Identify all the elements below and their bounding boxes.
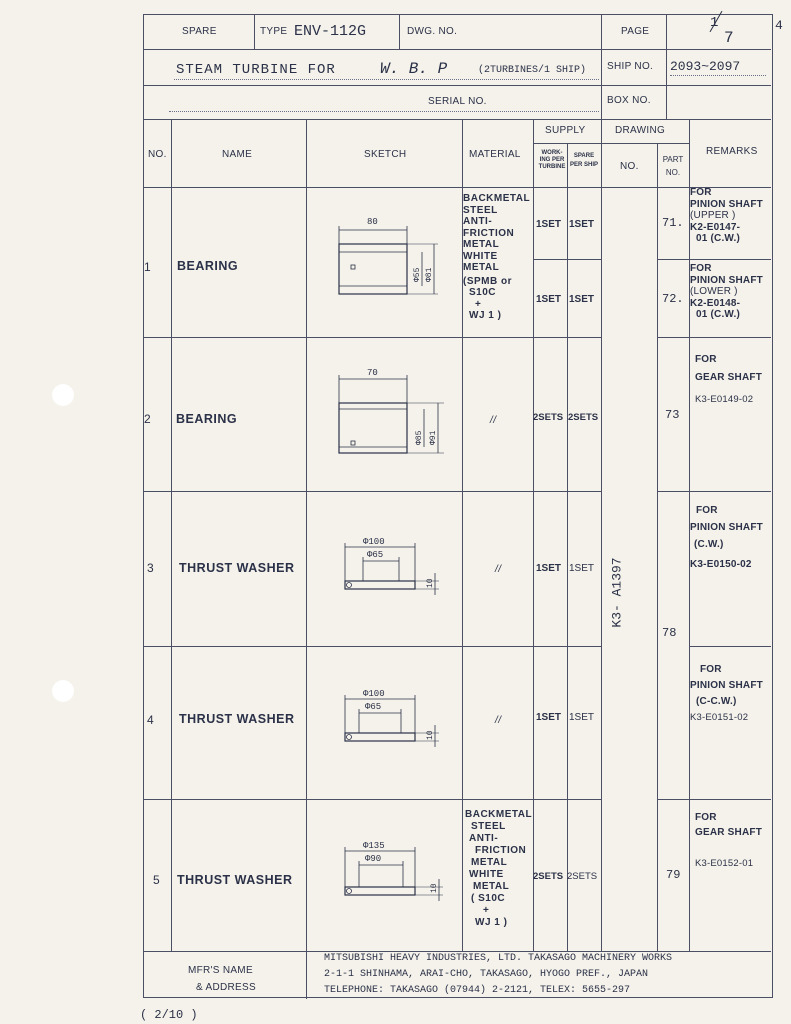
col-working: WORK- ING PER TURBINE bbox=[538, 150, 566, 170]
ship-no-label: SHIP NO. bbox=[607, 61, 654, 72]
row5-inner: Φ90 bbox=[365, 854, 382, 864]
row3-work: 1SET bbox=[536, 563, 562, 574]
col-supply: SUPPLY bbox=[545, 125, 586, 136]
punch-hole-top bbox=[52, 384, 74, 406]
row3-thick: 10 bbox=[426, 578, 435, 588]
col-name: NAME bbox=[222, 149, 253, 160]
title-prefix: STEAM TURBINE FOR bbox=[176, 62, 336, 78]
mfr-label-2: & ADDRESS bbox=[196, 982, 256, 993]
row1a-part: 71. bbox=[662, 216, 684, 230]
col-spare-per-ship: SPARE PER SHIP bbox=[569, 153, 598, 168]
row4-sketch bbox=[339, 685, 459, 750]
row3-no: 3 bbox=[147, 561, 154, 575]
row2-d1: Φ85 bbox=[415, 430, 424, 445]
dwg-no-label: DWG. NO. bbox=[407, 26, 458, 37]
col-drawing-no: NO. bbox=[620, 161, 639, 172]
row4-material: // bbox=[495, 715, 502, 726]
row4-inner: Φ65 bbox=[365, 702, 382, 712]
row5-remarks: FOR GEAR SHAFT K3-E0152-01 bbox=[695, 812, 762, 869]
row3-remarks: FOR PINION SHAFT (C.W.) K3-E0150-02 bbox=[690, 505, 763, 570]
row5-material: BACKMETAL STEEL ANTI- FRICTION METAL WHITE METAL ( S10C + WJ 1 ) bbox=[465, 809, 533, 928]
col-part-no: PART NO. bbox=[662, 155, 684, 177]
type-value: ENV-112G bbox=[294, 23, 367, 40]
row5-spare: 2SETS bbox=[567, 871, 598, 882]
row4-no: 4 bbox=[147, 713, 154, 727]
row4-thick: 10 bbox=[426, 730, 435, 740]
row5-name: THRUST WASHER bbox=[177, 873, 293, 887]
side-page-number: 4 bbox=[775, 18, 783, 33]
row1a-remarks: FOR PINION SHAFT (UPPER ) K2-E0147- 01 (C.W.) bbox=[690, 187, 763, 244]
col-drawing: DRAWING bbox=[615, 125, 666, 136]
row3-name: THRUST WASHER bbox=[179, 561, 295, 575]
ship-no-value: 2093~2097 bbox=[670, 59, 741, 74]
row1b-work: 1SET bbox=[536, 294, 562, 305]
row1-d2: Φ81 bbox=[425, 267, 434, 282]
row4-spare: 1SET bbox=[569, 712, 595, 723]
row3-material: // bbox=[495, 564, 502, 575]
row1-name: BEARING bbox=[177, 259, 239, 273]
bottom-note: ( 2/10 ) bbox=[140, 1008, 198, 1022]
row3-inner: Φ65 bbox=[367, 550, 384, 560]
row2-work: 2SETS bbox=[533, 412, 564, 423]
col-sketch: SKETCH bbox=[364, 149, 407, 160]
row4-work: 1SET bbox=[536, 712, 562, 723]
mfr-address-3: TELEPHONE: TAKASAGO (07944) 2-2121, TELEX: 5655-297 bbox=[324, 985, 631, 996]
col-remarks: REMARKS bbox=[706, 146, 758, 157]
row34-part: 78 bbox=[662, 626, 677, 640]
row4-remarks: FOR PINION SHAFT (C-C.W.) K3-E0151-02 bbox=[690, 664, 763, 723]
row2-name: BEARING bbox=[176, 412, 238, 426]
page-value-bottom: 7 bbox=[724, 29, 734, 47]
row5-thick: 10 bbox=[430, 883, 439, 893]
spare-label: SPARE bbox=[182, 26, 217, 37]
row2-material: // bbox=[490, 415, 497, 426]
row1a-work: 1SET bbox=[536, 219, 562, 230]
spare-parts-sheet bbox=[143, 14, 773, 998]
row2-d2: Φ91 bbox=[429, 430, 438, 445]
page-value-top: 1 bbox=[710, 15, 719, 31]
title-suffix: (2TURBINES/1 SHIP) bbox=[478, 65, 587, 76]
title-wbp: W. B. P bbox=[380, 60, 448, 78]
row5-outer: Φ135 bbox=[363, 841, 385, 851]
row1b-spare: 1SET bbox=[569, 294, 595, 305]
row1-d1: Φ55 bbox=[413, 267, 422, 282]
row5-sketch bbox=[339, 837, 459, 907]
row1a-spare: 1SET bbox=[569, 219, 595, 230]
box-no-label: BOX NO. bbox=[607, 95, 651, 106]
row5-part: 79 bbox=[666, 868, 681, 882]
row1-material: BACKMETAL STEEL ANTI- FRICTION METAL WHITE METAL (SPMB or S10C + WJ 1 ) bbox=[463, 193, 531, 321]
col-material: MATERIAL bbox=[469, 149, 521, 160]
row3-spare: 1SET bbox=[569, 563, 595, 574]
row5-work: 2SETS bbox=[533, 871, 564, 882]
row3-sketch bbox=[339, 533, 459, 598]
row5-no: 5 bbox=[153, 873, 160, 887]
row1b-part: 72. bbox=[662, 292, 684, 306]
row1-length: 80 bbox=[367, 217, 378, 227]
row2-sketch bbox=[334, 365, 454, 460]
row1-no: 1 bbox=[144, 260, 151, 274]
row2-length: 70 bbox=[367, 368, 378, 378]
row1b-remarks: FOR PINION SHAFT (LOWER ) K2-E0148- 01 (C.W.) bbox=[690, 263, 763, 320]
col-no: NO. bbox=[148, 149, 167, 160]
row2-part: 73 bbox=[665, 408, 680, 422]
punch-hole-bottom bbox=[52, 680, 74, 702]
serial-no-label: SERIAL NO. bbox=[428, 96, 487, 107]
row3-outer: Φ100 bbox=[363, 537, 385, 547]
page-label: PAGE bbox=[621, 26, 650, 37]
row4-name: THRUST WASHER bbox=[179, 712, 295, 726]
row1-sketch bbox=[334, 210, 454, 305]
row4-outer: Φ100 bbox=[363, 689, 385, 699]
row2-no: 2 bbox=[144, 412, 151, 426]
type-label: TYPE bbox=[260, 26, 288, 37]
mfr-label-1: MFR'S NAME bbox=[188, 965, 253, 976]
row2-remarks: FOR GEAR SHAFT K3-E0149-02 bbox=[695, 354, 762, 405]
row2-spare: 2SETS bbox=[568, 412, 599, 423]
mfr-address-2: 2-1-1 SHINHAMA, ARAI-CHO, TAKASAGO, HYOGO PREF., JAPAN bbox=[324, 969, 649, 980]
mfr-address-1: MITSUBISHI HEAVY INDUSTRIES, LTD. TAKASAGO MACHINERY WORKS bbox=[324, 953, 673, 964]
drawing-no-vertical: K3- A1397 bbox=[609, 557, 625, 628]
